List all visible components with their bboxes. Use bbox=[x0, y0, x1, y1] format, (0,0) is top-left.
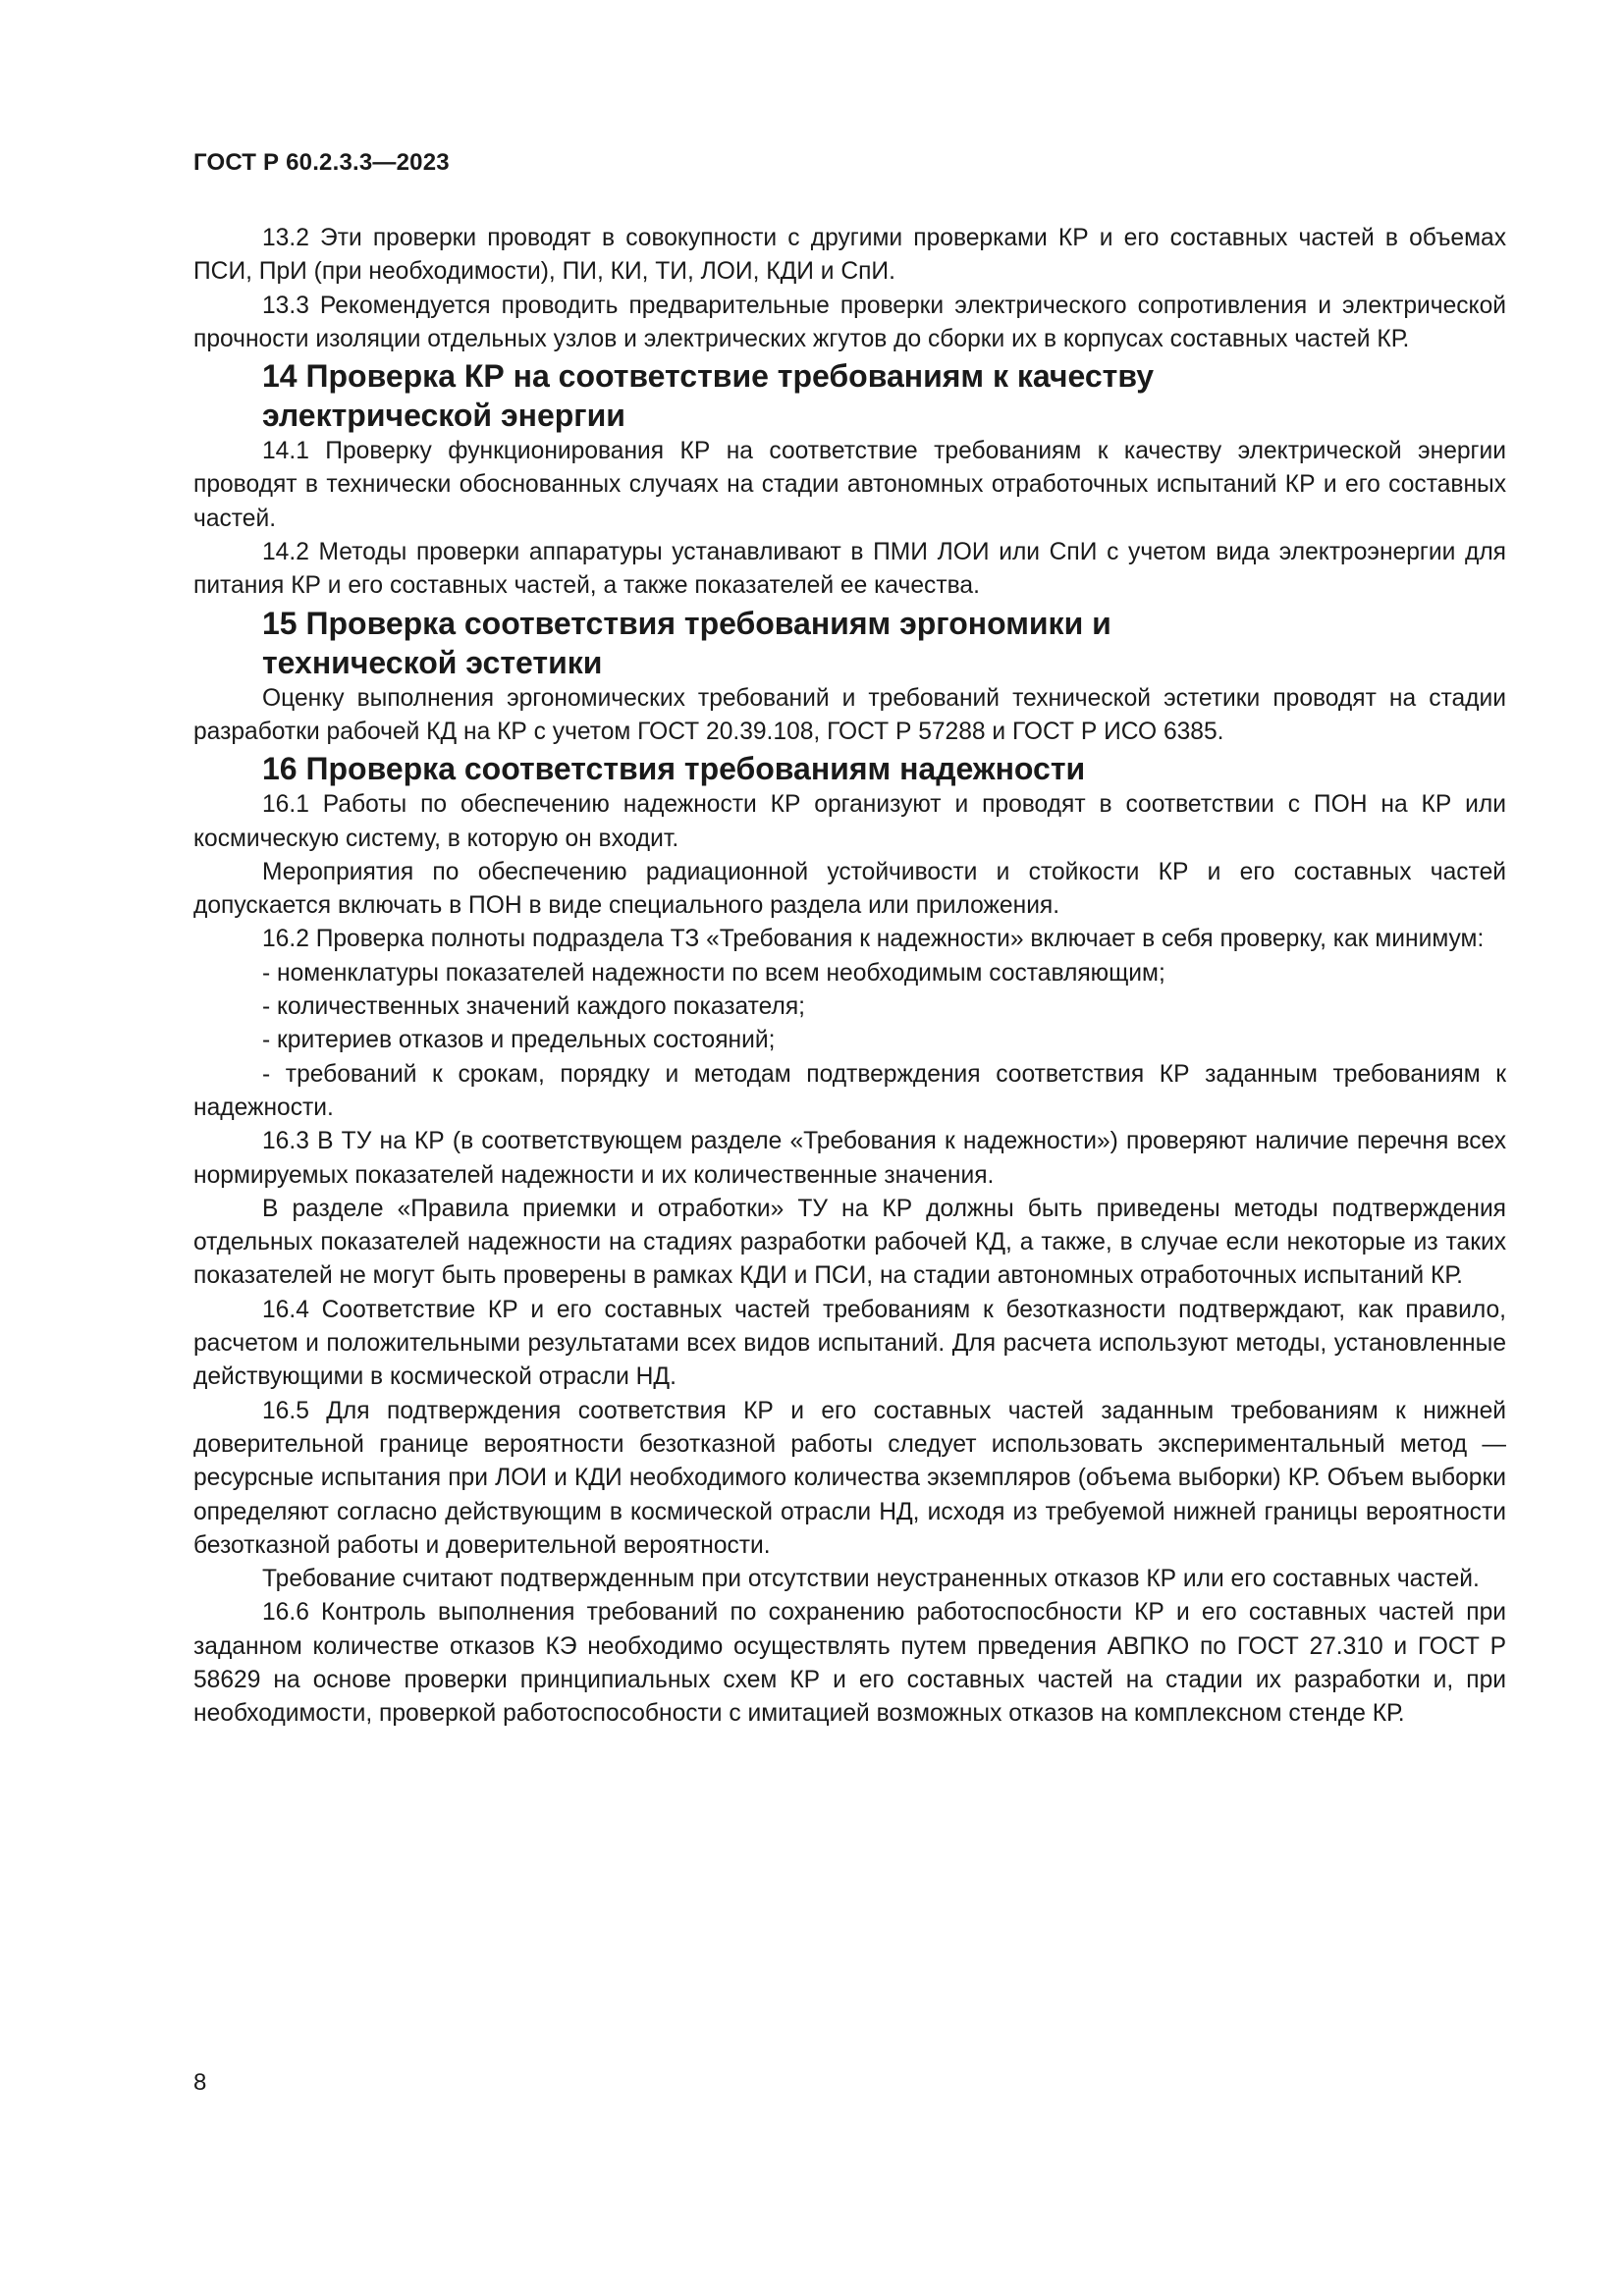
paragraph-16-4: 16.4 Соответствие КР и его составных частей требованиям к безотказности подтверждают, как правило, расчетом и положительными результатами всех видов испытаний. Для расчета используют методы, установленные действующими в космической отрасли НД. bbox=[193, 1296, 1506, 1391]
section-14-heading: 14 Проверка КР на соответствие требованиям к качеству электрической энергии bbox=[262, 358, 1154, 434]
list-item: - критериев отказов и предельных состояний; bbox=[262, 1027, 776, 1054]
paragraph-14-1: 14.1 Проверку функционирования КР на соответствие требованиям к качеству электрической энергии проводят в технически обоснованных случаях на стадии автономных отработочных испытаний КР и его составных частей. bbox=[193, 438, 1506, 532]
paragraph-16-1: 16.1 Работы по обеспечению надежности КР организуют и проводят в соответствии с ПОН на КР или космическую систему, в которую он входит. bbox=[193, 791, 1506, 852]
paragraph-16-3-rules: В разделе «Правила приемки и отработки» ТУ на КР должны быть приведены методы подтверждения отдельных показателей надежности на стадиях разработки рабочей КД, а также, в случае если некоторые из таких показателей не могут быть проверены в рамках КДИ и ПСИ, на стадии автономных отработочных испытаний КР. bbox=[193, 1195, 1506, 1290]
paragraph-16-3: 16.3 В ТУ на КР (в соответствующем разделе «Требования к надежности») проверяют наличие перечня всех нормируемых показателей надежности и их количественные значения. bbox=[193, 1128, 1506, 1189]
paragraph-16-2: 16.2 Проверка полноты подраздела ТЗ «Требования к надежности» включает в себя проверку, как минимум: bbox=[262, 926, 1485, 953]
page-content bbox=[193, 222, 1506, 1732]
page-number: 8 bbox=[193, 2069, 207, 2096]
list-item: - номенклатуры показателей надежности по всем необходимым составляющим; bbox=[262, 959, 1165, 987]
list-item: - количественных значений каждого показателя; bbox=[262, 993, 806, 1021]
paragraph-15: Оценку выполнения эргономических требований и требований технической эстетики проводят на стадии разработки рабочей КД на КР с учетом ГОСТ 20.39.108, ГОСТ Р 57288 и ГОСТ Р ИСО 6385. bbox=[193, 684, 1506, 745]
paragraph-16-6: 16.6 Контроль выполнения требований по сохранению работоспосбности КР и его составных частей при заданном количестве отказов КЭ необходимо осуществлять путем прведения АВПКО по ГОСТ 27.310 и ГОСТ Р 58629 на основе проверки принципиальных схем КР и его составных частей на стадии их разработки и, при необходимости, проверкой работоспособности с имитацией возможных отказов на комплексном стенде КР. bbox=[193, 1599, 1506, 1728]
section-16-heading: 16 Проверка соответствия требованиям надежности bbox=[262, 751, 1086, 787]
paragraph-16-5-requirement: Требование считают подтвержденным при отсутствии неустраненных отказов КР или его составных частей. bbox=[262, 1566, 1480, 1593]
paragraph-16-1-radiation: Мероприятия по обеспечению радиационной устойчивости и стойкости КР и его составных частей допускается включать в ПОН в виде специального раздела или приложения. bbox=[193, 858, 1506, 920]
paragraph-14-2: 14.2 Методы проверки аппаратуры устанавливают в ПМИ ЛОИ или СпИ с учетом вида электроэнергии для питания КР и его составных частей, а также показателей ее качества. bbox=[193, 539, 1506, 600]
document-code: ГОСТ Р 60.2.3.3—2023 bbox=[193, 149, 450, 176]
list-item: - требований к срокам, порядку и методам подтверждения соответствия КР заданным требованиям к надежности. bbox=[193, 1060, 1506, 1121]
paragraph-16-5: 16.5 Для подтверждения соответствия КР и его составных частей заданным требованиям к нижней доверительной границе вероятности безотказной работы следует использовать экспериментальный метод — ресурсные испытания при ЛОИ и КДИ необходимого количества экземпляров (объема выборки) КР. Объем выборки определяют согласно действующим в космической отрасли НД, исходя из требуемой нижней границы вероятности безотказной работы и доверительной вероятности. bbox=[193, 1397, 1506, 1559]
paragraph-13-2: 13.2 Эти проверки проводят в совокупности с другими проверками КР и его составных частей в объемах ПСИ, ПрИ (при необходимости), ПИ, КИ, ТИ, ЛОИ, КДИ и СпИ. bbox=[193, 225, 1506, 286]
paragraph-13-3: 13.3 Рекомендуется проводить предварительные проверки электрического сопротивления и электрической прочности изоляции отдельных узлов и электрических жгутов до сборки их в корпусах составных частей КР. bbox=[193, 292, 1506, 352]
section-15-heading: 15 Проверка соответствия требованиям эргономики и технической эстетики bbox=[262, 605, 1111, 680]
